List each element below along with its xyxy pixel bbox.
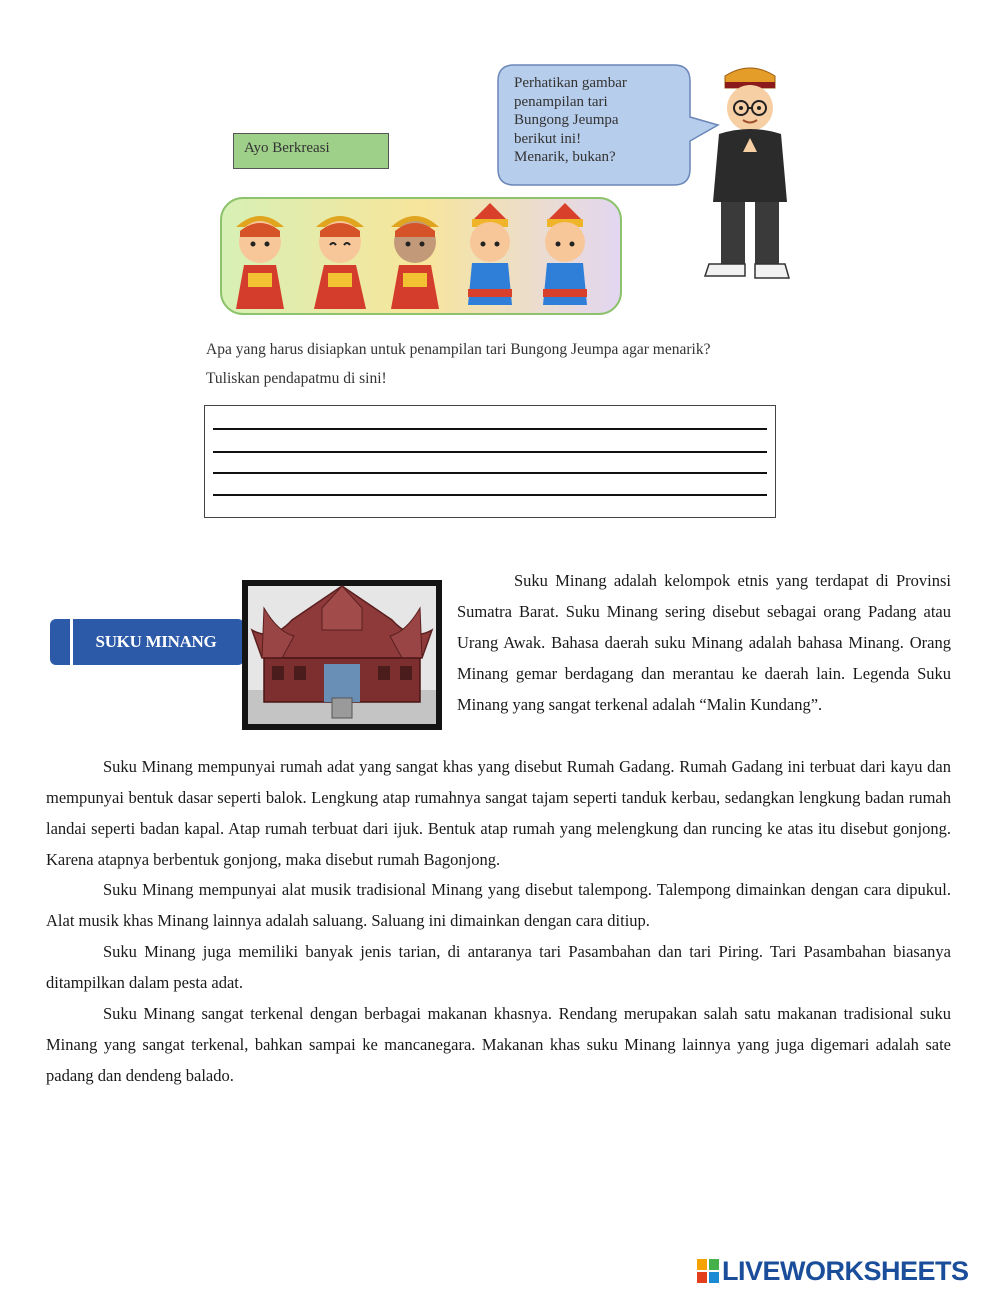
- speech-bubble-text: Perhatikan gambar penampilan tari Bungong Jeumpa berikut ini! Menarik, bukan?: [514, 75, 627, 165]
- answer-line: [213, 472, 767, 474]
- paragraph-tarian: Suku Minang juga memiliki banyak jenis tarian, di antaranya tari Pasambahan dan tari Piring. Tari Pasambahan biasanya ditampilkan dalam pesta adat.: [46, 942, 951, 992]
- liveworksheets-logo: [697, 1256, 969, 1286]
- activity-label: Ayo Berkreasi: [233, 133, 389, 169]
- intro-paragraph: Suku Minang adalah kelompok etnis yang terdapat di Provinsi Sumatra Barat. Suku Minang sering disebut sebagai orang Padang atau Urang Awak. Bahasa daerah suku Minang adalah bahasa Minang. Orang Minang gemar berdagang dan merantau ke daerah lain. Legenda Suku Minang yang sangat terkenal adalah “Malin Kundang”.: [457, 571, 951, 714]
- section-badge-label: SUKU MINANG: [95, 632, 217, 651]
- paragraph-rumah-gadang: Suku Minang mempunyai rumah adat yang sangat khas yang disebut Rumah Gadang. Rumah Gadang ini terbuat dari kayu dan mempunyai bentuk dasar seperti balok. Lengkung atap rumahnya sangat tajam seperti tanduk kerbau, sedangkan lengkung badan rumah landai seperti badan kapal. Atap rumah terbuat dari ijuk. Bentuk atap rumah yang melengkung dan runcing ke atas itu disebut gonjong. Karena atapnya berbentuk gonjong, maka disebut rumah Bagonjong.: [46, 757, 951, 869]
- activity-question: Apa yang harus disiapkan untuk penampilan tari Bungong Jeumpa agar menarik? Tuliskan pendapatmu di sini!: [206, 341, 711, 387]
- boy-character-illustration: [695, 62, 805, 287]
- dancers-illustration: [220, 197, 622, 315]
- answer-box[interactable]: [204, 405, 776, 518]
- liveworksheets-logo-icon: [697, 1259, 719, 1283]
- rumah-gadang-illustration: [242, 580, 442, 730]
- answer-line: [213, 428, 767, 430]
- paragraph-alat-musik: Suku Minang mempunyai alat musik tradisional Minang yang disebut talempong. Talempong dimainkan dengan cara dipukul. Alat musik khas Minang lainnya adalah saluang. Saluang ini dimainkan dengan cara ditiup.: [46, 880, 951, 930]
- answer-line: [213, 494, 767, 496]
- answer-line: [213, 451, 767, 453]
- paragraph-makanan: Suku Minang sangat terkenal dengan berbagai makanan khasnya. Rendang merupakan salah satu makanan tradisional suku Minang yang sangat terkenal, bahkan sampai ke mancanegara. Makanan khas suku Minang lainnya yang juga digemari adalah sate padang dan dendeng balado.: [46, 1004, 951, 1085]
- liveworksheets-logo-text: LIVEWORKSHEETS: [722, 1255, 969, 1286]
